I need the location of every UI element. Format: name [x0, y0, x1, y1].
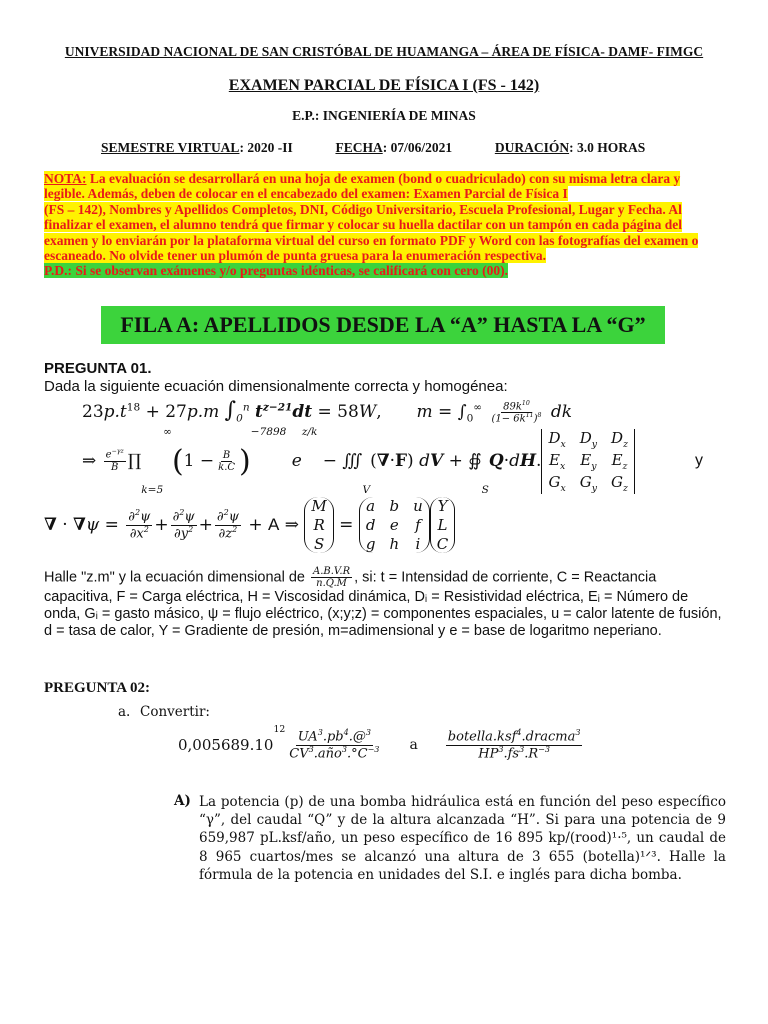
note-text-1: La evaluación se desarrollará en una hoja de examen (bond o cuadriculado) con su misma letra clara y legible. Además, deben de colocar en el encabezado del examen: Examen Parcial de Física I: [44, 171, 681, 202]
note-text-2: (FS – 142), Nombres y Apellidos Completos, DNI, Código Universitario, Escuela Profesional, Lugar y Fecha. Al finalizar el examen, el alumno tendrá que firmar y colocar su huella dactilar con un tampón en cada página del examen y lo enviarán por la plataforma virtual del curso en formato PDF y Word con las fotografías del examen o escaneado. No olvide tener un plumón de punta gruesa para la enumeración respectiva.: [44, 201, 699, 264]
equation-line-1: $23p.t^{18} + 27p.m$ $\int_0^n$ $t^{z-21}dt = 58W$, $m = \int_0^\infty$ $\frac{89k^{10}}{(1- 6k^{11})^8}$ dk: [82, 398, 573, 425]
q2-a-text: Convertir:: [140, 704, 210, 720]
conversion-a-word: a: [409, 737, 418, 753]
q1-text-before: Halle "z.m" y la ecuación dimensional de: [44, 569, 305, 586]
exam-note: [44, 171, 724, 279]
conversion-exponent: 12: [273, 724, 286, 735]
q1-y-word: y: [695, 452, 703, 469]
semester-label: SEMESTRE VIRTUAL: [101, 140, 240, 155]
equation-line-2: ⇒ $\frac{e^{-\gamma z}}{B}$ ∏ k=5 ∞ ( 1 − $\frac{B}{k.C}$ ) −7898 e z/k − ∭ V ( ∇ · F ) d V + ∯ S Q · d H . $D_x$ $D_y$ $D_z$ $E_x$ $E_y$ $E_z$ $G_x$ $G_y$ $G_z$: [82, 426, 635, 496]
equation-line-3: ∇ · ∇ ψ = $\frac{\partial^2\psi}{\partial x^2}$ + $\frac{\partial^2\psi}{\partial y^2}$ + $\frac{\partial^2\psi}{\partial z^2}$ + A ⇒ M R S = a b u d e f g h i Y L C: [44, 496, 455, 554]
part-a-label: A): [174, 793, 191, 809]
date-value: : 07/06/2021: [382, 140, 453, 155]
q1-intro: Dada la siguiente ecuación dimensionalmente correcta y homogénea:: [44, 378, 508, 395]
abvr-fraction: $\frac{A.B.V.R}{n.Q.M}$: [312, 566, 351, 589]
q1-statement: [44, 566, 724, 640]
part-a-text: La potencia (p) de una bomba hidráulica está en función del peso específico “γ”, del caudal “Q” y de la altura alcanzada “H”. Si para una potencia de 9 659,987 pL.ksf/año, un peso específico de 16 895 kp/(rood)¹·⁵, un caudal de 8 965 cuartos/mes se alcanzó una altura de 3 655 (botella)¹ᐟ³. Halle la fórmula de la potencia en unidades del S.I. e inglés para dicha bomba.: [199, 794, 726, 883]
determinant-matrix: $D_x$ $D_y$ $D_z$ $E_x$ $E_y$ $E_z$ $G_x$ $G_y$ $G_z$: [541, 429, 635, 494]
note-label: NOTA:: [44, 171, 87, 186]
fila-a-title: FILA A: APELLIDOS DESDE LA “A” HASTA LA “G”: [101, 306, 665, 344]
q2-title: PREGUNTA 02:: [44, 680, 150, 696]
q1-text-after: , si: t = Intensidad de corriente, C = Reactancia capacitiva, F = Carga eléctrica, H = Viscosidad dinámica, Dᵢ = Resistividad eléctrica, Eᵢ = Número de onda, Gᵢ = gasto másico, ψ = flujo eléctrico, (x;y;z) = componentes espaciales, u = calor latente de fusión, d = tasa de calor, Y = Gradiente de presión, m=adimensional y e = base de logaritmo neperiano.: [44, 569, 722, 639]
university-header: UNIVERSIDAD NACIONAL DE SAN CRISTÓBAL DE HUAMANGA – ÁREA DE FÍSICA- DAMF- FIMGC: [64, 44, 704, 59]
date-label: FECHA: [335, 140, 383, 155]
semester-value: : 2020 -II: [239, 140, 293, 155]
conversion-expression: 0,005689.10 12 $\frac{UA^3.pb^4.@^3}{CV^3.año^3.^\circ C^{-3}}$ a $\frac{botella.ksf^4.dracma^3}{HP^3.fs^3.R^{-3}}$: [178, 724, 581, 761]
note-pd: P.D.: Si se observan exámenes y/o preguntas idénticas, se calificará con cero (00).: [44, 263, 508, 279]
conversion-coefficient: 0,005689.10: [178, 736, 274, 754]
letter-a: A: [268, 515, 280, 534]
exam-title: EXAMEN PARCIAL DE FÍSICA I (FS - 142): [228, 77, 540, 94]
ep-line: E.P.: INGENIERÍA DE MINAS: [292, 108, 476, 123]
duration-value: : 3.0 HORAS: [569, 140, 646, 155]
q1-title: PREGUNTA 01.: [44, 360, 152, 377]
duration-label: DURACIÓN: [494, 140, 570, 155]
semester-line: [101, 140, 645, 156]
q2-a-label: a.: [118, 704, 131, 720]
